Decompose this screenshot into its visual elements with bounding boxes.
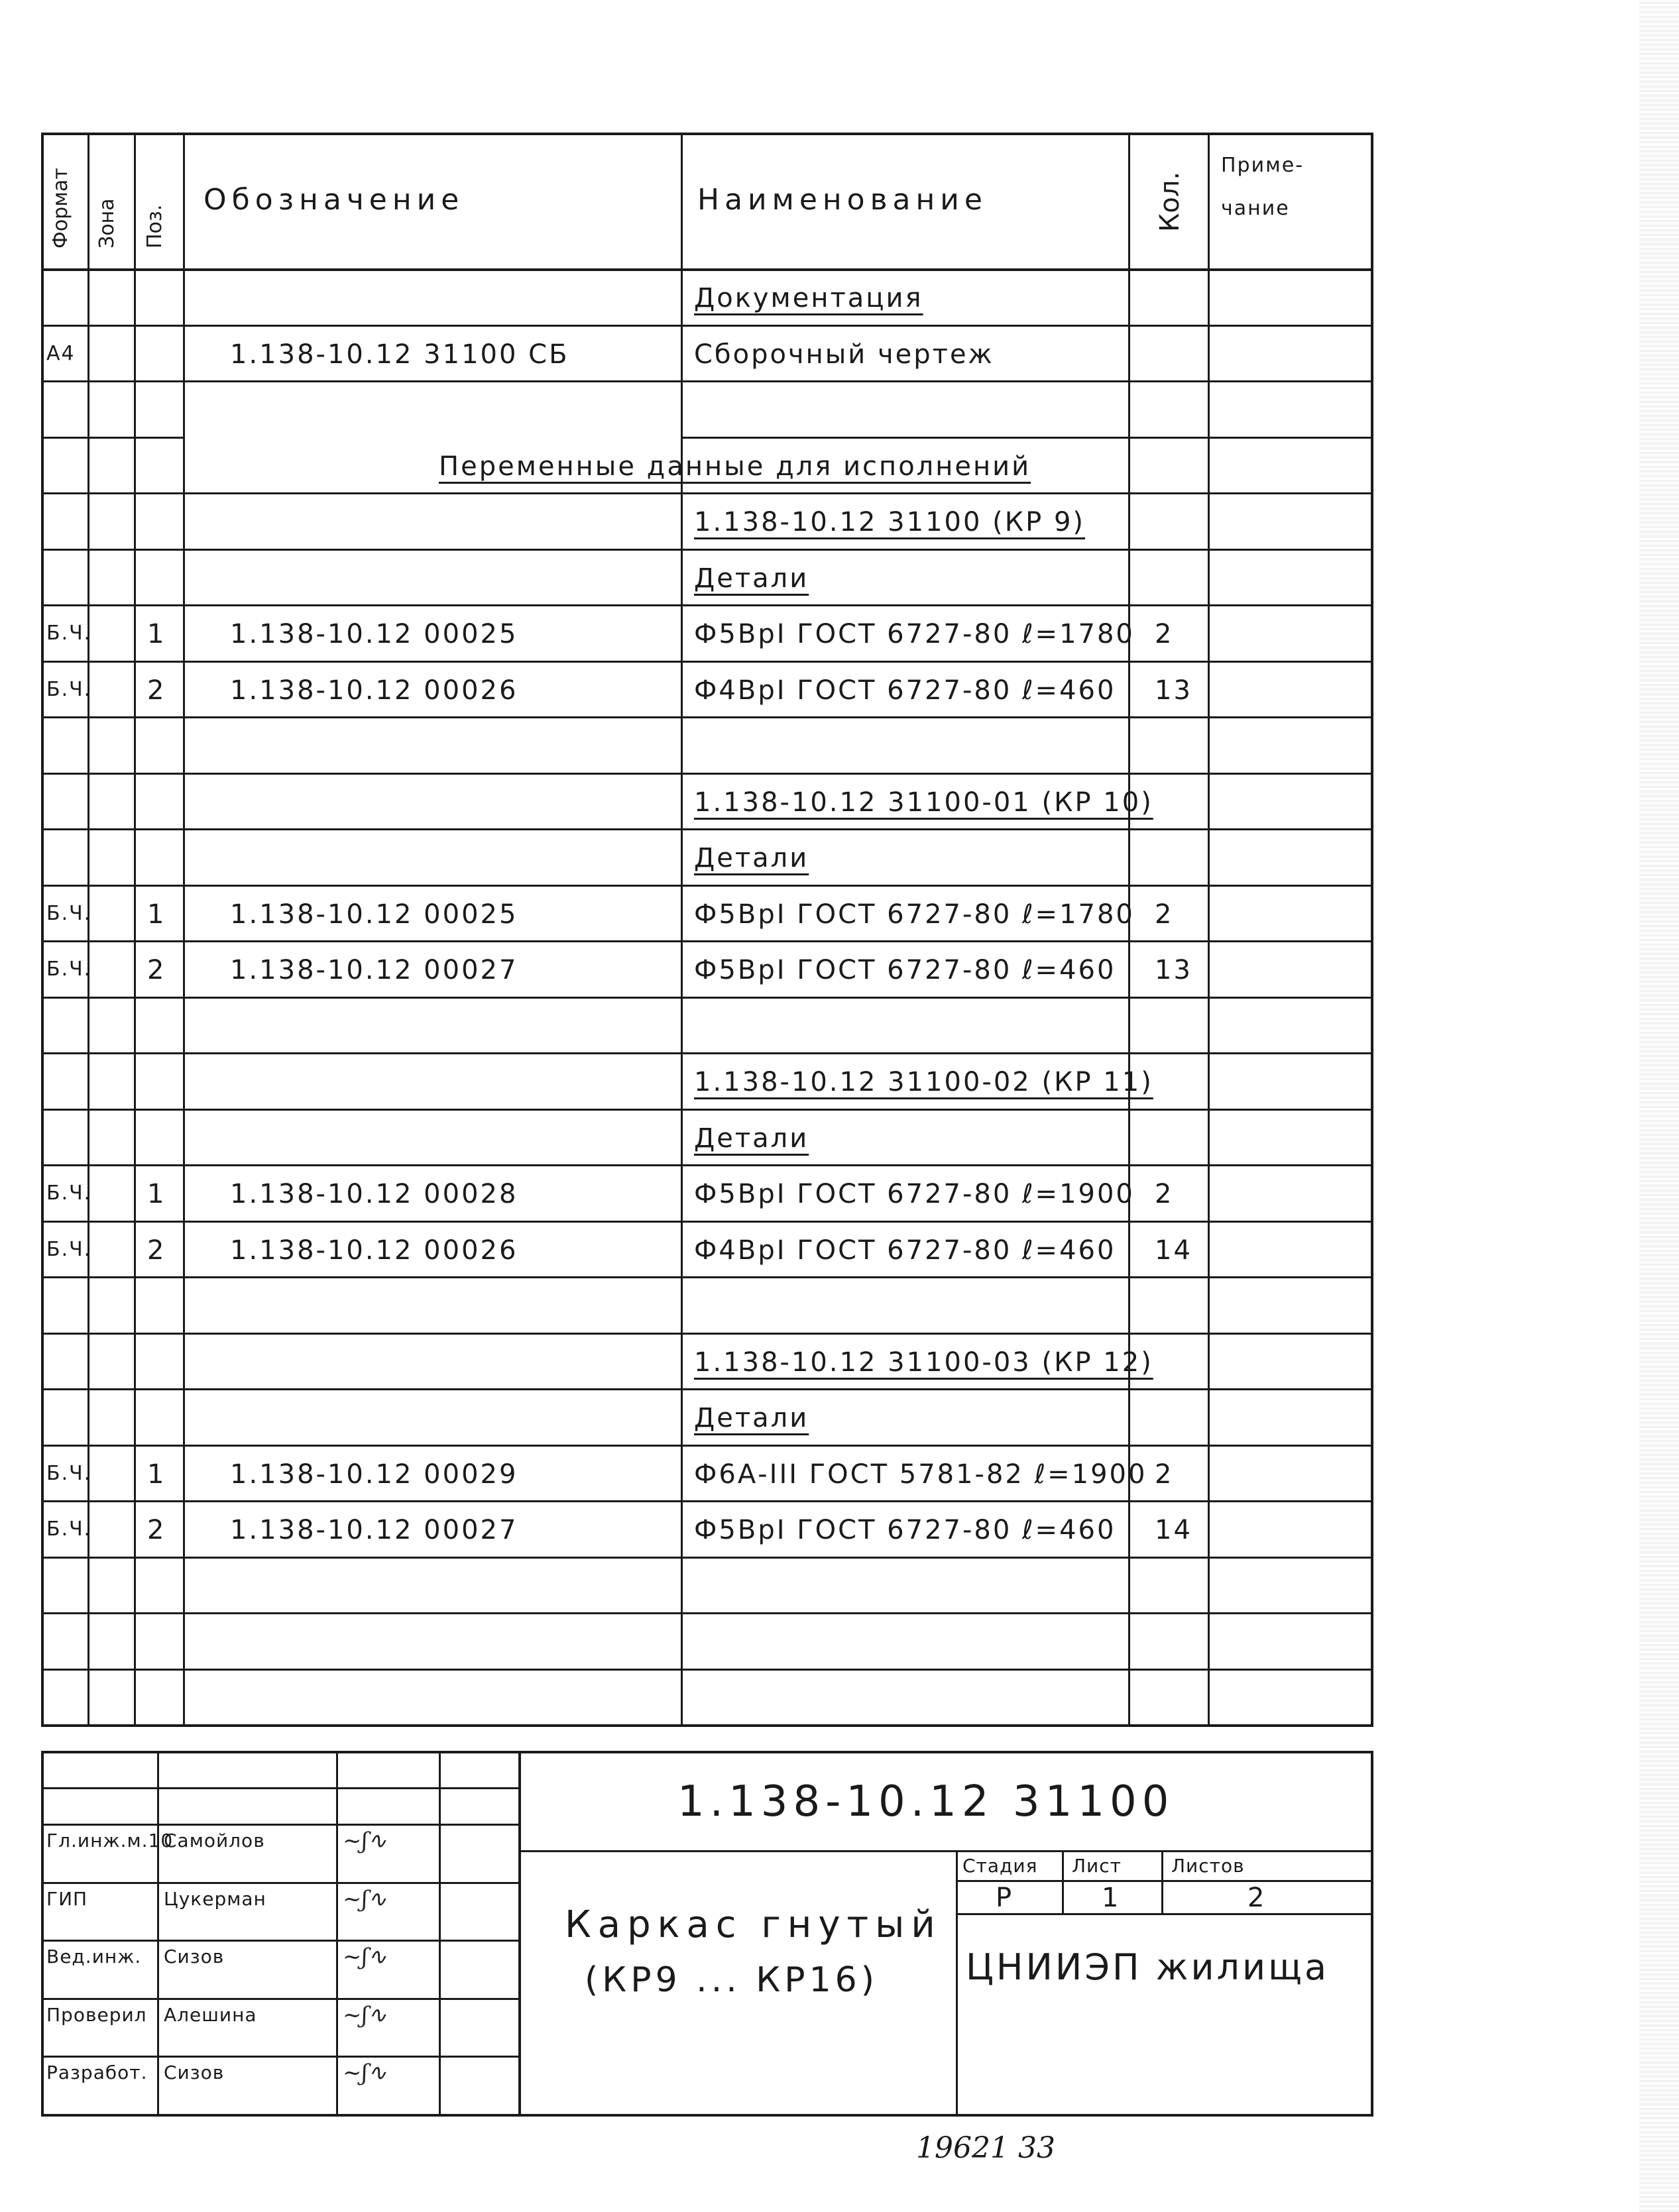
row-line [41, 1221, 1373, 1223]
cell-qty: 14 [1155, 1515, 1192, 1545]
cell-designation: 1.138-10.12 00027 [230, 1515, 518, 1545]
row-line [41, 773, 1373, 775]
signature: ~ʃ∿ [343, 1944, 387, 1971]
titleblock-row [41, 1787, 518, 1789]
cell-name: Документация [694, 283, 923, 313]
role-label: Гл.инж.м.10 [46, 1830, 174, 1852]
row-line [41, 885, 1373, 887]
row-line [41, 380, 1373, 382]
row-line [41, 437, 183, 439]
titleblock-row [41, 1824, 518, 1826]
row-line [41, 1052, 1373, 1054]
header-qty: Кол. [1155, 171, 1185, 232]
row-line [41, 661, 1373, 663]
person-name: Сизов [164, 1946, 225, 1968]
stage-row [956, 1880, 1373, 1882]
cell-name: 1.138-10.12 31100 (КР 9) [694, 507, 1086, 537]
row-line [41, 492, 1373, 494]
row-line [41, 604, 1373, 606]
cell-name: Ф4ВрI ГОСТ 6727-80 ℓ=460 [694, 675, 1116, 706]
cell-format: Б.Ч. [46, 677, 92, 701]
signature: ~ʃ∿ [343, 1828, 387, 1854]
cell-designation: 1.138-10.12 00025 [230, 619, 518, 649]
cell-name: 1.138-10.12 31100-03 (КР 12) [694, 1347, 1153, 1378]
cell-qty: 2 [1155, 619, 1174, 649]
cell-pos: 2 [147, 675, 166, 706]
scan-noise-edge [1639, 0, 1679, 2212]
row-line [41, 1612, 1373, 1614]
cell-format: Б.Ч. [46, 1182, 92, 1205]
titleblock-row [41, 1940, 518, 1942]
row-line [41, 1669, 1373, 1671]
role-label: ГИП [46, 1887, 88, 1910]
cell-name: Ф5ВрI ГОСТ 6727-80 ℓ=460 [694, 955, 1116, 985]
sheets-value: 2 [1247, 1883, 1267, 1913]
titleblock-left [41, 1751, 44, 2114]
cell-format: Б.Ч. [46, 1237, 92, 1261]
cell-designation: 1.138-10.12 00028 [230, 1179, 518, 1209]
row-line [41, 325, 1373, 327]
stage-value: Р [996, 1883, 1014, 1913]
titleblock-right [1371, 1751, 1373, 2114]
titleblock-row [41, 2056, 518, 2058]
person-name: Цукерман [164, 1887, 266, 1910]
handwritten-archive-number: 19621 33 [916, 2131, 1055, 2165]
signature: ~ʃ∿ [343, 2001, 387, 2028]
sheets-label: Листов [1171, 1855, 1245, 1877]
header-zone: Зона [95, 198, 119, 249]
titleblock-number-line [518, 1850, 1373, 1852]
row-line [41, 828, 1373, 830]
header-name: Наименование [697, 183, 988, 217]
document-number: 1.138-10.12 31100 [677, 1777, 1175, 1826]
header-pos: Поз. [143, 204, 166, 249]
role-label: Вед.инж. [46, 1946, 142, 1968]
cell-qty: 2 [1155, 1459, 1174, 1490]
row-line [41, 940, 1373, 942]
cell-pos: 2 [147, 955, 166, 985]
row-line [41, 1445, 1373, 1447]
organization-name: ЦНИИЭП жилища [966, 1946, 1330, 1988]
cell-name: Ф5ВрI ГОСТ 6727-80 ℓ=460 [694, 1515, 1116, 1545]
cell-designation: 1.138-10.12 00025 [230, 899, 518, 930]
titleblock-top [41, 1751, 1373, 1753]
person-name: Самойлов [164, 1830, 265, 1852]
cell-name: Детали [694, 563, 809, 594]
cell-name: Ф6А-III ГОСТ 5781-82 ℓ=1900 [694, 1459, 1147, 1490]
cell-format: Б.Ч. [46, 1518, 92, 1541]
table-bottom-line [41, 1724, 1373, 1727]
titleblock-divider [518, 1751, 521, 2114]
cell-name: Детали [694, 843, 809, 873]
cell-format: Б.Ч. [46, 1461, 92, 1485]
row-line [41, 1557, 1373, 1559]
signature: ~ʃ∿ [343, 1885, 387, 1912]
drawing-title-line1: Каркас гнутый [565, 1903, 942, 1946]
cell-name: Детали [694, 1123, 809, 1154]
row-line [41, 549, 1373, 551]
stage-col [956, 1850, 958, 2114]
titleblock-row [41, 2114, 518, 2116]
row-line [41, 1388, 1373, 1390]
role-label: Проверил [46, 2003, 147, 2026]
cell-pos: 1 [147, 1179, 166, 1209]
cell-format: Б.Ч. [46, 901, 92, 925]
cell-name: Ф5ВрI ГОСТ 6727-80 ℓ=1780 [694, 899, 1135, 930]
frame-top [41, 133, 1373, 135]
column-line [87, 133, 89, 1724]
cell-designation: 1.138-10.12 31100 СБ [230, 339, 569, 370]
row-line [41, 997, 1373, 999]
role-label: Разработ. [46, 2062, 148, 2084]
cell-qty: 13 [1155, 675, 1192, 706]
column-line [134, 133, 136, 1724]
cell-name: 1.138-10.12 31100-02 (КР 11) [694, 1067, 1153, 1097]
titleblock-row [41, 1882, 518, 1884]
titleblock-col [336, 1751, 338, 2114]
frame-right [1371, 133, 1373, 1724]
cell-pos: 1 [147, 899, 166, 930]
cell-designation: 1.138-10.12 00026 [230, 675, 518, 706]
person-name: Сизов [164, 2062, 225, 2084]
header-bottom-line [41, 268, 1373, 271]
cell-qty: 14 [1155, 1235, 1192, 1266]
header-note-line1: Приме- [1221, 154, 1304, 177]
specification-table [41, 133, 1373, 2165]
header-format: Формат [49, 168, 72, 249]
row-line [41, 1276, 1373, 1278]
cell-designation: 1.138-10.12 00027 [230, 955, 518, 985]
signature: ~ʃ∿ [343, 2060, 387, 2087]
cell-name: Детали [694, 1403, 809, 1433]
cell-pos: 1 [147, 1459, 166, 1490]
cell-pos: 2 [147, 1515, 166, 1545]
cell-qty: 2 [1155, 899, 1174, 930]
header-note-line2: чание [1221, 197, 1290, 220]
section-title: Переменные данные для исполнений [439, 451, 1031, 482]
frame-left [41, 133, 44, 1724]
row-line [41, 1500, 1373, 1502]
row-line [41, 1333, 1373, 1335]
sheet-label: Лист [1072, 1855, 1122, 1877]
stage-label: Стадия [962, 1855, 1038, 1877]
titleblock-col [439, 1751, 441, 2114]
column-line [183, 133, 185, 1724]
cell-pos: 1 [147, 619, 166, 649]
row-line [41, 1164, 1373, 1166]
header-designation: Обозначение [203, 183, 465, 217]
cell-format: А4 [46, 341, 76, 365]
column-line [1208, 133, 1210, 1724]
cell-name: Сборочный чертеж [694, 339, 994, 370]
cell-pos: 2 [147, 1235, 166, 1266]
titleblock-row [41, 1998, 518, 2000]
row-line [41, 716, 1373, 718]
column-line [681, 133, 683, 1724]
cell-name: 1.138-10.12 31100-01 (КР 10) [694, 787, 1153, 818]
cell-format: Б.Ч. [46, 622, 92, 645]
titleblock-col [157, 1751, 159, 2114]
row-line [41, 1109, 1373, 1111]
cell-designation: 1.138-10.12 00026 [230, 1235, 518, 1266]
drawing-title-line2: (КР9 ... КР16) [585, 1960, 879, 2000]
cell-name: Ф4ВрI ГОСТ 6727-80 ℓ=460 [694, 1235, 1116, 1266]
cell-qty: 2 [1155, 1179, 1174, 1209]
person-name: Алешина [164, 2003, 257, 2026]
cell-name: Ф5ВрI ГОСТ 6727-80 ℓ=1780 [694, 619, 1135, 649]
row-line [681, 437, 1373, 439]
sheet-value: 1 [1102, 1883, 1121, 1913]
cell-designation: 1.138-10.12 00029 [230, 1459, 518, 1490]
cell-qty: 13 [1155, 955, 1192, 985]
cell-format: Б.Ч. [46, 958, 92, 981]
cell-name: Ф5ВрI ГОСТ 6727-80 ℓ=1900 [694, 1179, 1135, 1209]
stage-row [956, 1913, 1373, 1915]
